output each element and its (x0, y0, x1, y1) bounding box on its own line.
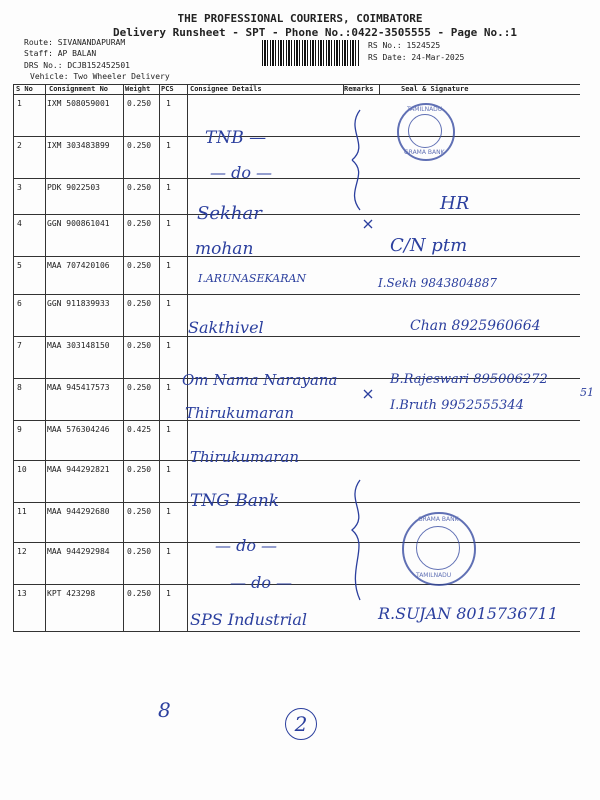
runsheet-table (13, 84, 580, 632)
consignment-number: MAA 944292821 (47, 465, 110, 474)
pcs-value: 1 (166, 141, 171, 150)
vehicle-label: Vehicle: Two Wheeler Delivery (30, 72, 170, 81)
consignment-number: KPT 423298 (47, 589, 96, 598)
weight-value: 0.250 (127, 589, 152, 598)
bottom-scribble: 8 (158, 698, 171, 722)
weight-value: 0.250 (127, 141, 152, 150)
row-sno: 5 (17, 261, 22, 270)
weight-value: 0.250 (127, 383, 152, 392)
row7-suffix: 51 (580, 386, 594, 399)
row-sno: 8 (17, 383, 22, 392)
row-divider (13, 336, 580, 337)
consignee-handwritten: Thirukumaran (185, 404, 294, 422)
receiver-signature: R.SUJAN 8015736711 (378, 604, 558, 623)
pcs-value: 1 (166, 547, 171, 556)
col-sno: S No (16, 85, 33, 93)
consignee-handwritten: Thirukumaran (190, 448, 299, 466)
route-label: Route: SIVANANDAPURAM (24, 38, 126, 47)
receiver-signature: Chan 8925960664 (410, 318, 541, 334)
pcs-value: 1 (166, 425, 171, 434)
consignment-number: MAA 576304246 (47, 425, 110, 434)
row-divider (13, 584, 580, 585)
consignment-number: MAA 945417573 (47, 383, 110, 392)
weight-value: 0.250 (127, 99, 152, 108)
consignee-handwritten: Sakthivel (188, 318, 264, 337)
row-divider (13, 214, 580, 215)
col-weight: Weight (125, 85, 151, 93)
row-sno: 11 (17, 507, 27, 516)
row-divider (13, 136, 580, 137)
barcode (262, 40, 360, 66)
pcs-value: 1 (166, 507, 171, 516)
row-sno: 7 (17, 341, 22, 350)
consignment-number: IXM 303483899 (47, 141, 110, 150)
rs-date: RS Date: 24-Mar-2025 (368, 53, 465, 62)
consignment-number: MAA 707420106 (47, 261, 110, 270)
pcs-value: 1 (166, 219, 171, 228)
receiver-signature: C/N ptm (390, 235, 468, 256)
row-sno: 10 (17, 465, 27, 474)
weight-value: 0.250 (127, 465, 152, 474)
company-title: THE PROFESSIONAL COURIERS, COIMBATORE (177, 12, 423, 25)
consignment-number: IXM 508059001 (47, 99, 110, 108)
table-bottom-line (13, 631, 580, 632)
weight-value: 0.250 (127, 183, 152, 192)
row-divider (13, 256, 580, 257)
row-divider (13, 178, 580, 179)
consignee-handwritten: SPS Industrial (190, 610, 308, 629)
consignment-number: PDK 9022503 (47, 183, 100, 192)
drs-label: DRS No.: DCJB152452501 (24, 61, 130, 70)
consignee-handwritten: — do — (230, 573, 293, 592)
consignee-handwritten: Om Nama Narayana (182, 371, 338, 389)
rs-no: RS No.: 1524525 (368, 41, 441, 50)
receiver-signature: B.Rajeswari 895006272 (390, 372, 548, 387)
pcs-value: 1 (166, 183, 171, 192)
consignment-number: GGN 900861041 (47, 219, 110, 228)
weight-value: 0.250 (127, 507, 152, 516)
col-remarks: Remarks (344, 85, 374, 93)
consignment-number: MAA 303148150 (47, 341, 110, 350)
row-divider (13, 94, 580, 95)
consignee-handwritten: — do — (215, 536, 278, 555)
col-seal: Seal & Signature (401, 85, 469, 93)
row-sno: 2 (17, 141, 22, 150)
row-divider (13, 542, 580, 543)
consignment-number: GGN 911839933 (47, 299, 110, 308)
col-pcs: PCS (161, 85, 174, 93)
row-sno: 3 (17, 183, 22, 192)
weight-value: 0.250 (127, 547, 152, 556)
weight-value: 0.250 (127, 341, 152, 350)
row-sno: 1 (17, 99, 22, 108)
consignment-number: MAA 944292984 (47, 547, 110, 556)
pcs-value: 1 (166, 589, 171, 598)
runsheet-subtitle: Delivery Runsheet - SPT - Phone No.:0422-3505555 - Page No.:1 (113, 26, 517, 39)
row-sno: 4 (17, 219, 22, 228)
consignee-handwritten: TNG Bank (190, 491, 280, 511)
bank-seal-stamp-2: GRAMA BANK TAMILNADU (402, 512, 476, 586)
consignment-number: MAA 944292680 (47, 507, 110, 516)
receiver-signature: I.Bruth 9952555344 (390, 398, 524, 413)
remarks-brace-doodle (340, 100, 390, 630)
consignee-handwritten: mohan (195, 239, 254, 259)
row-sno: 12 (17, 547, 27, 556)
pcs-value: 1 (166, 341, 171, 350)
row-divider (13, 420, 580, 421)
pcs-value: 1 (166, 299, 171, 308)
row-sno: 9 (17, 425, 22, 434)
receiver-signature: I.Sekh 9843804887 (378, 276, 498, 290)
row-divider (13, 502, 580, 503)
pcs-value: 1 (166, 261, 171, 270)
consignee-handwritten: I.ARUNASEKARAN (198, 272, 307, 285)
consignee-handwritten: TNB — (205, 128, 267, 148)
pcs-value: 1 (166, 99, 171, 108)
row-sno: 6 (17, 299, 22, 308)
col-consignment: Consignment No (49, 85, 109, 93)
pcs-value: 1 (166, 465, 171, 474)
pcs-value: 1 (166, 383, 171, 392)
weight-value: 0.425 (127, 425, 152, 434)
consignee-handwritten: Sekhar (197, 203, 262, 224)
row-sno: 13 (17, 589, 27, 598)
row-divider (13, 294, 580, 295)
page-circle-number: 2 (285, 708, 317, 740)
bank-seal-stamp: TAMILNADU GRAMA BANK (397, 103, 455, 161)
weight-value: 0.250 (127, 219, 152, 228)
weight-value: 0.250 (127, 299, 152, 308)
staff-label: Staff: AP BALAN (24, 49, 97, 58)
consignee-handwritten: — do — (210, 163, 273, 182)
weight-value: 0.250 (127, 261, 152, 270)
receiver-signature: HR (440, 193, 470, 214)
col-consignee: Consignee Details (190, 85, 262, 93)
